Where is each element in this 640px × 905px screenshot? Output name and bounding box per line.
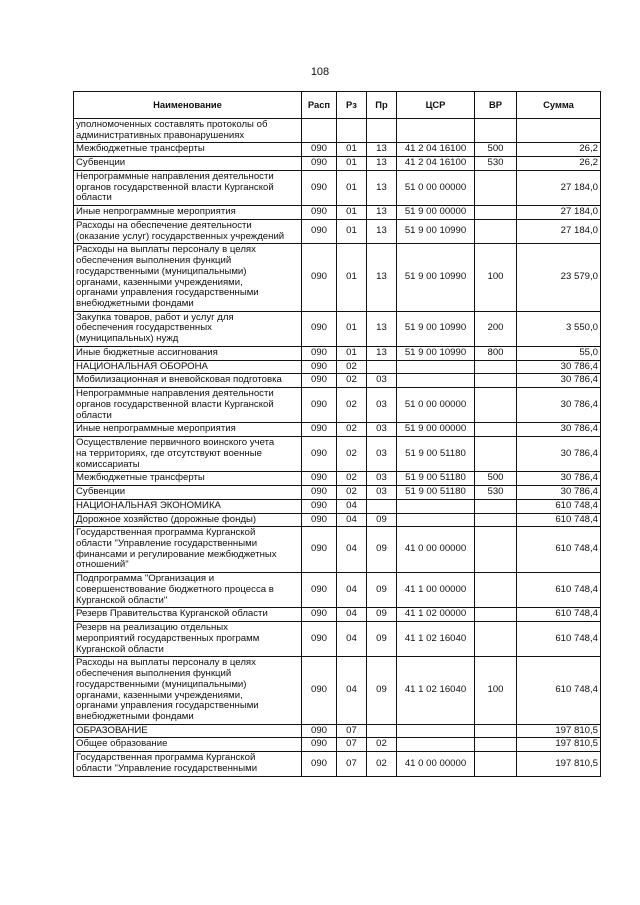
cell-vr: 500 xyxy=(475,472,517,486)
table-row xyxy=(74,388,601,423)
cell-name: НАЦИОНАЛЬНАЯ ЭКОНОМИКА xyxy=(74,499,302,513)
cell-rz: 04 xyxy=(337,608,367,622)
cell-rz: 04 xyxy=(337,499,367,513)
cell-rz: 04 xyxy=(337,657,367,724)
cell-pr: 03 xyxy=(367,423,397,437)
cell-name: Расходы на выплаты персоналу в целях обеспечения выполнения функций государственными (муниципальными) органами, казенными учреждениями, органами управления государственными внебюджетными фондами xyxy=(74,244,302,311)
cell-name: Осуществление первичного воинского учета на территориях, где отсутствуют военные комиссариаты xyxy=(74,437,302,472)
cell-name: Непрограммные направления деятельности органов государственной власти Курганской области xyxy=(74,388,302,423)
cell-vr xyxy=(475,622,517,657)
cell-rasp: 090 xyxy=(302,472,337,486)
cell-name: Государственная программа Курганской области "Управление государственными xyxy=(74,752,302,776)
cell-csr xyxy=(397,374,475,388)
cell-rz: 02 xyxy=(337,486,367,500)
page-number: 108 xyxy=(310,66,330,78)
cell-vr: 800 xyxy=(475,346,517,360)
cell-name: ОБРАЗОВАНИЕ xyxy=(74,724,302,738)
cell-vr xyxy=(475,374,517,388)
cell-rasp: 090 xyxy=(302,388,337,423)
cell-sum: 27 184,0 xyxy=(517,206,601,220)
cell-name: Иные бюджетные ассигнования xyxy=(74,346,302,360)
header-csr: ЦСР xyxy=(397,92,475,119)
cell-rasp: 090 xyxy=(302,752,337,776)
cell-csr: 51 9 00 10990 xyxy=(397,346,475,360)
table-row xyxy=(74,527,601,573)
cell-name: Иные непрограммные мероприятия xyxy=(74,206,302,220)
cell-pr xyxy=(367,724,397,738)
cell-sum: 610 748,4 xyxy=(517,608,601,622)
cell-pr: 09 xyxy=(367,513,397,527)
cell-sum: 23 579,0 xyxy=(517,244,601,311)
cell-vr xyxy=(475,219,517,243)
cell-sum: 30 786,4 xyxy=(517,423,601,437)
table-row xyxy=(74,170,601,205)
cell-pr: 13 xyxy=(367,206,397,220)
cell-name: Резерв Правительства Курганской области xyxy=(74,608,302,622)
cell-rasp: 090 xyxy=(302,157,337,171)
cell-rz: 01 xyxy=(337,157,367,171)
cell-rasp: 090 xyxy=(302,513,337,527)
cell-rasp: 090 xyxy=(302,573,337,608)
header-name: Наименование xyxy=(74,92,302,119)
cell-pr xyxy=(367,360,397,374)
cell-rasp: 090 xyxy=(302,724,337,738)
budget-table xyxy=(73,91,601,777)
cell-pr: 03 xyxy=(367,388,397,423)
table-row xyxy=(74,573,601,608)
cell-vr xyxy=(475,573,517,608)
cell-rz: 01 xyxy=(337,170,367,205)
cell-name: Дорожное хозяйство (дорожные фонды) xyxy=(74,513,302,527)
cell-rz: 01 xyxy=(337,206,367,220)
cell-sum: 30 786,4 xyxy=(517,437,601,472)
cell-csr: 41 1 00 00000 xyxy=(397,573,475,608)
cell-rz: 01 xyxy=(337,311,367,346)
cell-name: Иные непрограммные мероприятия xyxy=(74,423,302,437)
cell-rz xyxy=(337,119,367,143)
cell-rz: 02 xyxy=(337,437,367,472)
cell-pr: 13 xyxy=(367,311,397,346)
cell-rasp: 090 xyxy=(302,608,337,622)
cell-pr: 09 xyxy=(367,622,397,657)
cell-csr: 51 0 00 00000 xyxy=(397,170,475,205)
cell-csr: 51 9 00 51180 xyxy=(397,486,475,500)
cell-csr: 41 2 04 16100 xyxy=(397,157,475,171)
cell-vr: 100 xyxy=(475,244,517,311)
cell-rasp: 090 xyxy=(302,374,337,388)
cell-sum xyxy=(517,119,601,143)
cell-sum: 26,2 xyxy=(517,157,601,171)
cell-csr: 51 9 00 51180 xyxy=(397,437,475,472)
table-row xyxy=(74,346,601,360)
cell-pr: 03 xyxy=(367,472,397,486)
header-pr: Пр xyxy=(367,92,397,119)
table-row xyxy=(74,423,601,437)
cell-csr: 51 9 00 00000 xyxy=(397,206,475,220)
cell-vr: 100 xyxy=(475,657,517,724)
cell-csr: 51 9 00 51180 xyxy=(397,472,475,486)
cell-csr: 41 1 02 16040 xyxy=(397,657,475,724)
cell-name: Межбюджетные трансферты xyxy=(74,472,302,486)
cell-pr: 13 xyxy=(367,219,397,243)
cell-name: Непрограммные направления деятельности органов государственной власти Курганской области xyxy=(74,170,302,205)
cell-sum: 30 786,4 xyxy=(517,360,601,374)
cell-rasp: 090 xyxy=(302,486,337,500)
table-row xyxy=(74,738,601,752)
cell-sum: 197 810,5 xyxy=(517,752,601,776)
cell-rz: 02 xyxy=(337,423,367,437)
cell-name: Расходы на выплаты персоналу в целях обеспечения выполнения функций государственными (муниципальными) органами, казенными учреждениями, органами управления государственными внебюджетными фондами xyxy=(74,657,302,724)
cell-pr: 03 xyxy=(367,486,397,500)
cell-name: Субвенции xyxy=(74,157,302,171)
cell-rz: 02 xyxy=(337,388,367,423)
cell-sum: 610 748,4 xyxy=(517,622,601,657)
cell-pr xyxy=(367,119,397,143)
cell-csr xyxy=(397,738,475,752)
cell-vr xyxy=(475,437,517,472)
cell-rz: 02 xyxy=(337,360,367,374)
table-row xyxy=(74,499,601,513)
cell-pr: 13 xyxy=(367,346,397,360)
cell-sum: 610 748,4 xyxy=(517,657,601,724)
cell-vr xyxy=(475,608,517,622)
table-row xyxy=(74,622,601,657)
cell-csr: 51 9 00 10990 xyxy=(397,219,475,243)
table-header-row xyxy=(74,92,601,119)
table-row xyxy=(74,472,601,486)
cell-vr xyxy=(475,423,517,437)
cell-pr: 13 xyxy=(367,157,397,171)
cell-pr: 09 xyxy=(367,573,397,608)
cell-rasp: 090 xyxy=(302,423,337,437)
cell-csr: 41 0 00 00000 xyxy=(397,752,475,776)
table-row xyxy=(74,437,601,472)
cell-rasp: 090 xyxy=(302,657,337,724)
cell-sum: 27 184,0 xyxy=(517,219,601,243)
cell-pr: 13 xyxy=(367,143,397,157)
cell-rasp: 090 xyxy=(302,244,337,311)
cell-vr xyxy=(475,360,517,374)
cell-name: Межбюджетные трансферты xyxy=(74,143,302,157)
cell-rz: 01 xyxy=(337,143,367,157)
cell-csr: 41 1 02 00000 xyxy=(397,608,475,622)
cell-sum: 610 748,4 xyxy=(517,573,601,608)
cell-pr: 02 xyxy=(367,738,397,752)
cell-rasp xyxy=(302,119,337,143)
cell-sum: 27 184,0 xyxy=(517,170,601,205)
header-sum: Сумма xyxy=(517,92,601,119)
cell-csr xyxy=(397,499,475,513)
cell-sum: 197 810,5 xyxy=(517,738,601,752)
cell-vr xyxy=(475,499,517,513)
cell-pr: 09 xyxy=(367,608,397,622)
cell-name: Государственная программа Курганской области "Управление государственными финансами и регулирование межбюджетных отношений" xyxy=(74,527,302,573)
cell-rasp: 090 xyxy=(302,311,337,346)
cell-vr: 530 xyxy=(475,486,517,500)
cell-sum: 197 810,5 xyxy=(517,724,601,738)
header-vr: ВР xyxy=(475,92,517,119)
table-row xyxy=(74,360,601,374)
cell-pr: 13 xyxy=(367,170,397,205)
cell-vr: 200 xyxy=(475,311,517,346)
cell-rasp: 090 xyxy=(302,346,337,360)
table-row xyxy=(74,752,601,776)
cell-rz: 02 xyxy=(337,472,367,486)
cell-pr: 03 xyxy=(367,437,397,472)
cell-rz: 04 xyxy=(337,513,367,527)
table-row xyxy=(74,311,601,346)
cell-pr: 03 xyxy=(367,374,397,388)
cell-vr xyxy=(475,527,517,573)
cell-vr xyxy=(475,388,517,423)
table-row xyxy=(74,219,601,243)
cell-sum: 610 748,4 xyxy=(517,513,601,527)
cell-vr xyxy=(475,738,517,752)
cell-rz: 07 xyxy=(337,738,367,752)
cell-sum: 55,0 xyxy=(517,346,601,360)
cell-vr xyxy=(475,119,517,143)
cell-rz: 04 xyxy=(337,622,367,657)
cell-csr xyxy=(397,360,475,374)
cell-sum: 610 748,4 xyxy=(517,527,601,573)
cell-rasp: 090 xyxy=(302,206,337,220)
cell-rasp: 090 xyxy=(302,360,337,374)
table-row xyxy=(74,374,601,388)
cell-rz: 01 xyxy=(337,346,367,360)
cell-name: Подпрограмма "Организация и совершенствование бюджетного процесса в Курганской области" xyxy=(74,573,302,608)
cell-csr xyxy=(397,119,475,143)
cell-name: Общее образование xyxy=(74,738,302,752)
cell-vr: 530 xyxy=(475,157,517,171)
cell-sum: 610 748,4 xyxy=(517,499,601,513)
cell-pr: 09 xyxy=(367,527,397,573)
cell-name: уполномоченных составлять протоколы об административных правонарушениях xyxy=(74,119,302,143)
cell-sum: 30 786,4 xyxy=(517,388,601,423)
cell-csr: 41 2 04 16100 xyxy=(397,143,475,157)
cell-rz: 07 xyxy=(337,752,367,776)
cell-sum: 3 550,0 xyxy=(517,311,601,346)
cell-pr: 13 xyxy=(367,244,397,311)
cell-vr xyxy=(475,752,517,776)
cell-csr: 51 9 00 10990 xyxy=(397,311,475,346)
cell-sum: 30 786,4 xyxy=(517,472,601,486)
cell-rz: 07 xyxy=(337,724,367,738)
cell-csr: 41 0 00 00000 xyxy=(397,527,475,573)
cell-rasp: 090 xyxy=(302,170,337,205)
table-row xyxy=(74,486,601,500)
cell-csr: 51 9 00 00000 xyxy=(397,423,475,437)
table-row xyxy=(74,119,601,143)
cell-rasp: 090 xyxy=(302,527,337,573)
cell-rz: 01 xyxy=(337,219,367,243)
cell-rasp: 090 xyxy=(302,143,337,157)
table-row xyxy=(74,657,601,724)
cell-vr xyxy=(475,513,517,527)
cell-pr: 09 xyxy=(367,657,397,724)
cell-rz: 04 xyxy=(337,573,367,608)
cell-name: Субвенции xyxy=(74,486,302,500)
cell-csr: 51 0 00 00000 xyxy=(397,388,475,423)
cell-rasp: 090 xyxy=(302,219,337,243)
cell-vr xyxy=(475,724,517,738)
table-row xyxy=(74,143,601,157)
cell-sum: 30 786,4 xyxy=(517,374,601,388)
cell-csr xyxy=(397,513,475,527)
table-row xyxy=(74,244,601,311)
cell-csr: 51 9 00 10990 xyxy=(397,244,475,311)
cell-name: НАЦИОНАЛЬНАЯ ОБОРОНА xyxy=(74,360,302,374)
cell-csr: 41 1 02 16040 xyxy=(397,622,475,657)
cell-name: Расходы на обеспечение деятельности (оказание услуг) государственных учреждений xyxy=(74,219,302,243)
cell-rz: 04 xyxy=(337,527,367,573)
cell-rasp: 090 xyxy=(302,437,337,472)
cell-sum: 26,2 xyxy=(517,143,601,157)
cell-rz: 01 xyxy=(337,244,367,311)
cell-csr xyxy=(397,724,475,738)
cell-name: Резерв на реализацию отдельных мероприятий государственных программ Курганской области xyxy=(74,622,302,657)
table-row xyxy=(74,157,601,171)
cell-vr xyxy=(475,170,517,205)
table-row xyxy=(74,513,601,527)
cell-pr xyxy=(367,499,397,513)
cell-pr: 02 xyxy=(367,752,397,776)
header-rz: Рз xyxy=(337,92,367,119)
cell-vr: 500 xyxy=(475,143,517,157)
header-rasp: Расп xyxy=(302,92,337,119)
cell-rasp: 090 xyxy=(302,499,337,513)
cell-sum: 30 786,4 xyxy=(517,486,601,500)
cell-rasp: 090 xyxy=(302,622,337,657)
table-row xyxy=(74,608,601,622)
table-row xyxy=(74,724,601,738)
cell-rasp: 090 xyxy=(302,738,337,752)
cell-name: Закупка товаров, работ и услуг для обеспечения государственных (муниципальных) нужд xyxy=(74,311,302,346)
table-row xyxy=(74,206,601,220)
cell-rz: 02 xyxy=(337,374,367,388)
cell-name: Мобилизационная и вневойсковая подготовка xyxy=(74,374,302,388)
cell-vr xyxy=(475,206,517,220)
